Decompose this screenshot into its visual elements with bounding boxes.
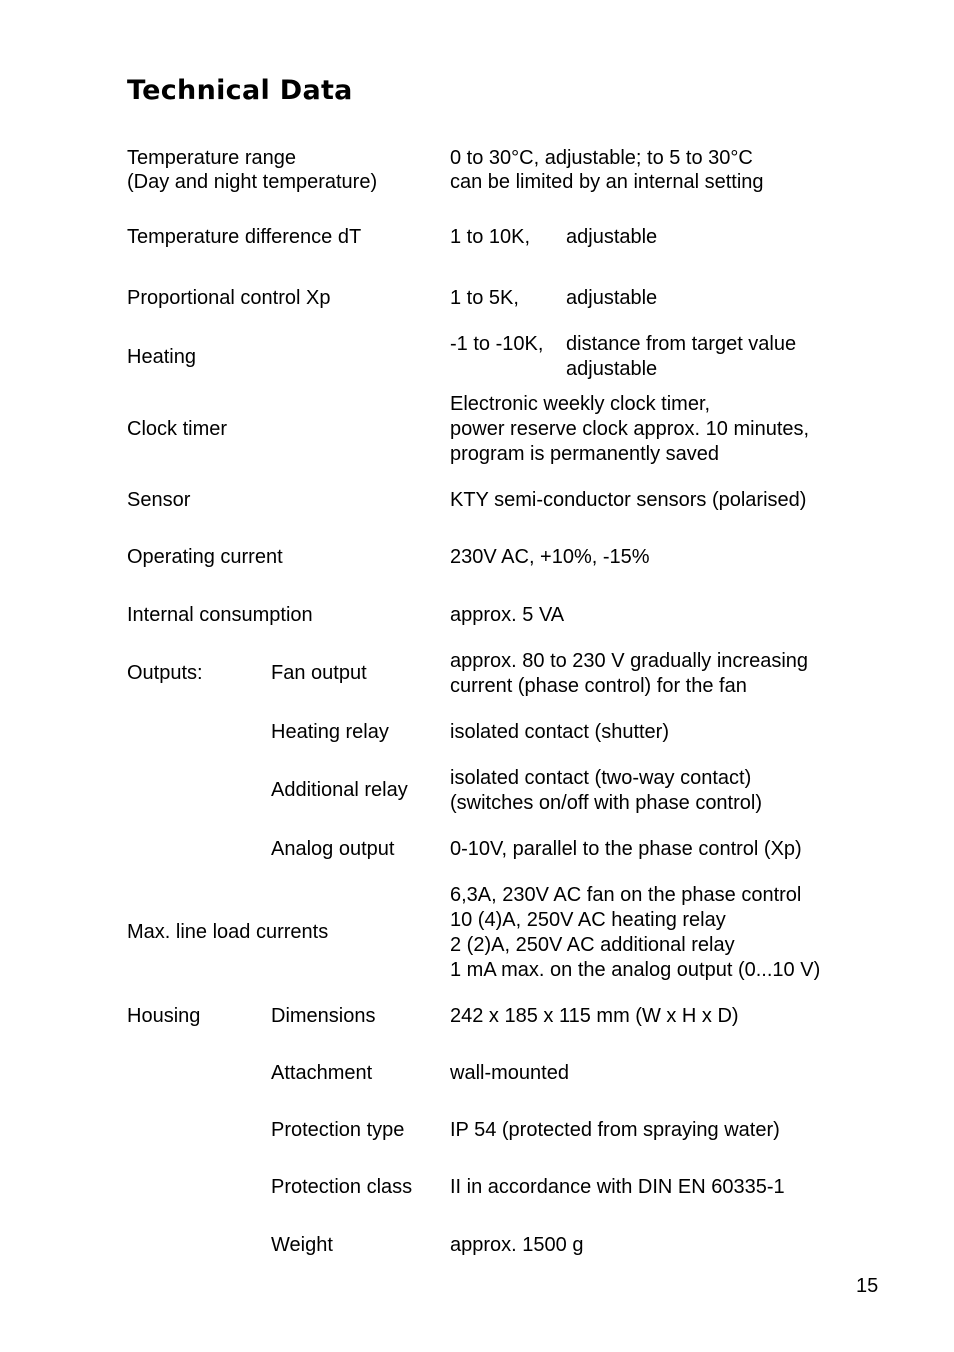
spec-value-fan-output-2: current (phase control) for the fan <box>450 675 747 697</box>
spec-note-proportional-control: adjustable <box>566 287 658 309</box>
spec-value-heating: -1 to -10K, <box>450 333 544 355</box>
spec-value-analog-output: 0-10V, parallel to the phase control (Xp) <box>450 838 802 860</box>
spec-label-operating-current: Operating current <box>127 546 283 568</box>
spec-value-clock-timer-1: Electronic weekly clock timer, <box>450 393 711 415</box>
spec-label-housing: Housing <box>127 1005 201 1027</box>
spec-label-outputs: Outputs: <box>127 662 203 684</box>
spec-value-weight: approx. 1500 g <box>450 1234 584 1256</box>
spec-value-additional-relay-2: (switches on/off with phase control) <box>450 792 763 814</box>
spec-label-max-line-load: Max. line load currents <box>127 921 329 943</box>
spec-label-temperature-range: Temperature range <box>127 147 296 169</box>
spec-sublabel-protection-type: Protection type <box>271 1119 405 1141</box>
page-title: Technical Data <box>127 75 353 106</box>
spec-value-sensor: KTY semi-conductor sensors (polarised) <box>450 489 807 511</box>
spec-note-temperature-difference: adjustable <box>566 226 658 248</box>
spec-label-proportional-control: Proportional control Xp <box>127 287 331 309</box>
spec-label-clock-timer: Clock timer <box>127 418 228 440</box>
spec-value-operating-current: 230V AC, +10%, -15% <box>450 546 650 568</box>
spec-value-max-line-load-3: 2 (2)A, 250V AC additional relay <box>450 934 735 956</box>
spec-value-clock-timer-2: power reserve clock approx. 10 minutes, <box>450 418 810 440</box>
spec-value-temperature-range: 0 to 30°C, adjustable; to 5 to 30°C <box>450 147 753 169</box>
spec-note-heating: distance from target value <box>566 333 797 355</box>
spec-value-max-line-load-4: 1 mA max. on the analog output (0...10 V) <box>450 959 821 981</box>
spec-value-heating-relay: isolated contact (shutter) <box>450 721 669 743</box>
spec-sublabel-protection-class: Protection class <box>271 1176 413 1198</box>
spec-value-max-line-load-2: 10 (4)A, 250V AC heating relay <box>450 909 726 931</box>
spec-value-max-line-load-1: 6,3A, 230V AC fan on the phase control <box>450 884 802 906</box>
spec-value-fan-output-1: approx. 80 to 230 V gradually increasing <box>450 650 809 672</box>
spec-note-heating-2: adjustable <box>566 358 658 380</box>
spec-value-additional-relay-1: isolated contact (two-way contact) <box>450 767 752 789</box>
spec-sublabel-weight: Weight <box>271 1234 333 1256</box>
spec-sublabel-fan-output: Fan output <box>271 662 367 684</box>
spec-value-attachment: wall-mounted <box>450 1062 569 1084</box>
spec-value-clock-timer-3: program is permanently saved <box>450 443 720 465</box>
page-number: 15 <box>856 1275 879 1297</box>
spec-sublabel-attachment: Attachment <box>271 1062 373 1084</box>
spec-label-internal-consumption: Internal consumption <box>127 604 313 626</box>
spec-label-temperature-difference: Temperature difference dT <box>127 226 362 248</box>
spec-value-internal-consumption: approx. 5 VA <box>450 604 565 626</box>
spec-label-heating: Heating <box>127 346 196 368</box>
spec-sublabel-heating-relay: Heating relay <box>271 721 389 743</box>
spec-value-protection-class: II in accordance with DIN EN 60335-1 <box>450 1176 785 1198</box>
spec-sublabel-analog-output: Analog output <box>271 838 395 860</box>
spec-value-dimensions: 242 x 185 x 115 mm (W x H x D) <box>450 1005 739 1027</box>
spec-value-protection-type: IP 54 (protected from spraying water) <box>450 1119 780 1141</box>
spec-label-temperature-range-sub: (Day and night temperature) <box>127 171 378 193</box>
spec-value-proportional-control: 1 to 5K, <box>450 287 519 309</box>
spec-label-sensor: Sensor <box>127 489 191 511</box>
spec-value-temperature-difference: 1 to 10K, <box>450 226 531 248</box>
spec-sublabel-dimensions: Dimensions <box>271 1005 376 1027</box>
spec-value-temperature-range-note: can be limited by an internal setting <box>450 171 764 193</box>
spec-sublabel-additional-relay: Additional relay <box>271 779 408 801</box>
